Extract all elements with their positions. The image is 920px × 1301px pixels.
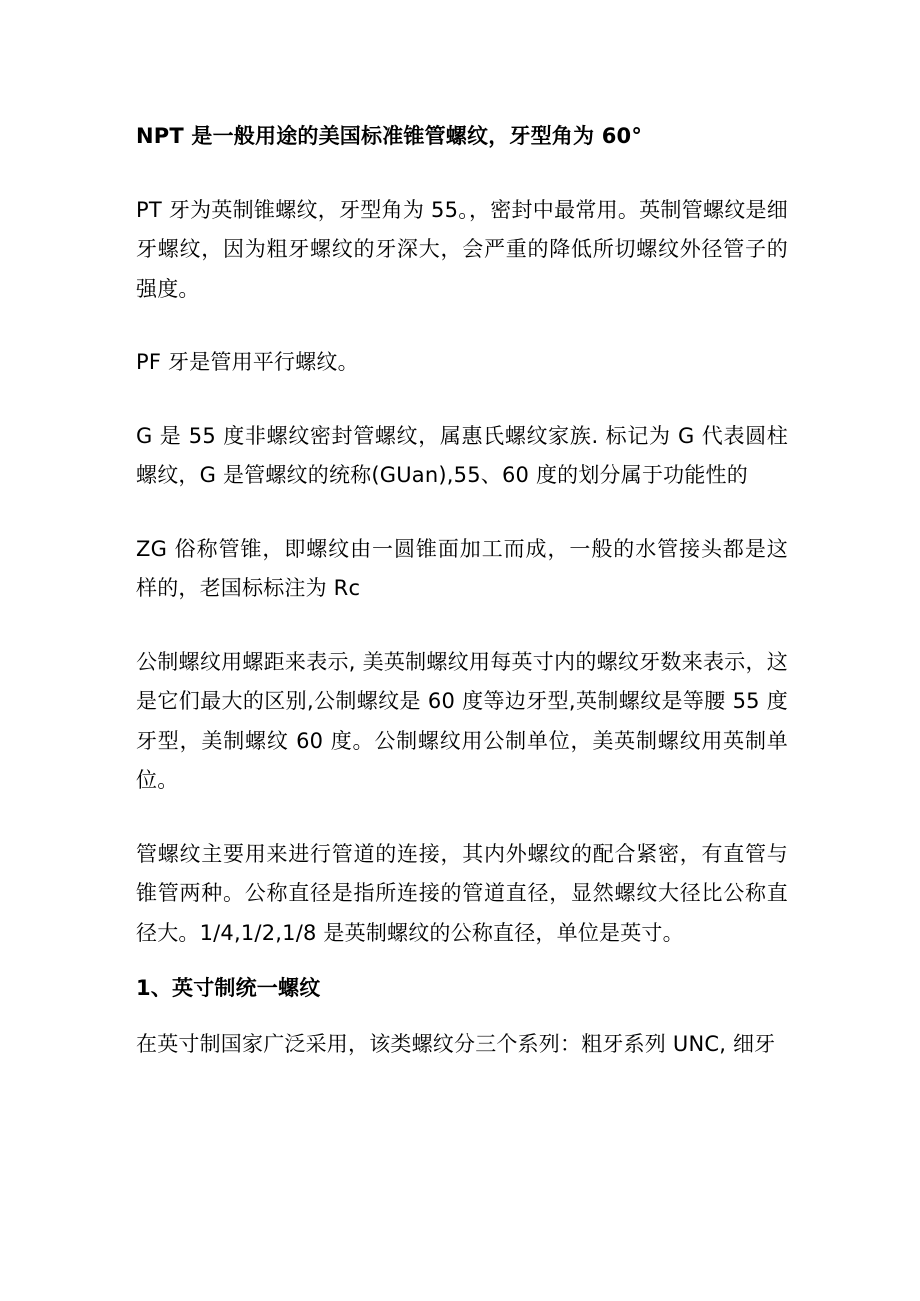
paragraph-zg-thread: ZG 俗称管锥，即螺纹由一圆锥面加工而成，一般的水管接头都是这样的，老国标标注为 Rc bbox=[136, 536, 788, 600]
paragraph-unified-series: 在英寸制国家广泛采用，该类螺纹分三个系列：粗牙系列 UNC, 细牙 bbox=[136, 1031, 776, 1056]
paragraph-g-thread: G 是 55 度非螺纹密封管螺纹，属惠氏螺纹家族. 标记为 G 代表圆柱螺纹，G 是管螺纹的统称(GUan),55、60 度的划分属于功能性的 bbox=[136, 423, 788, 487]
paragraph-pf-thread: PF 牙是管用平行螺纹。 bbox=[136, 350, 359, 374]
paragraph-metric-vs-imperial: 公制螺纹用螺距来表示, 美英制螺纹用每英寸内的螺纹牙数来表示，这是它们最大的区别,公制螺纹是 60 度等边牙型,英制螺纹是等腰 55 度牙型，美制螺纹 60 度。公制螺纹用公制单位，美英制螺纹用英制单位。 bbox=[136, 649, 788, 792]
paragraph-npt-heading: NPT 是一般用途的美国标准锥管螺纹，牙型角为 60° bbox=[136, 124, 643, 148]
document-body bbox=[136, 117, 788, 1098]
paragraph-pt-thread: PT 牙为英制锥螺纹，牙型角为 55。，密封中最常用。英制管螺纹是细牙螺纹，因为粗牙螺纹的牙深大，会严重的降低所切螺纹外径管子的强度。 bbox=[136, 197, 788, 301]
section-heading-unified-thread: 1、英寸制统一螺纹 bbox=[136, 976, 321, 1000]
paragraph-pipe-thread: 管螺纹主要用来进行管道的连接，其内外螺纹的配合紧密，有直管与锥管两种。公称直径是指所连接的管道直径，显然螺纹大径比公称直径大。1/4,1/2,1/8 是英制螺纹的公称直径，单位是英寸。 bbox=[136, 841, 788, 945]
